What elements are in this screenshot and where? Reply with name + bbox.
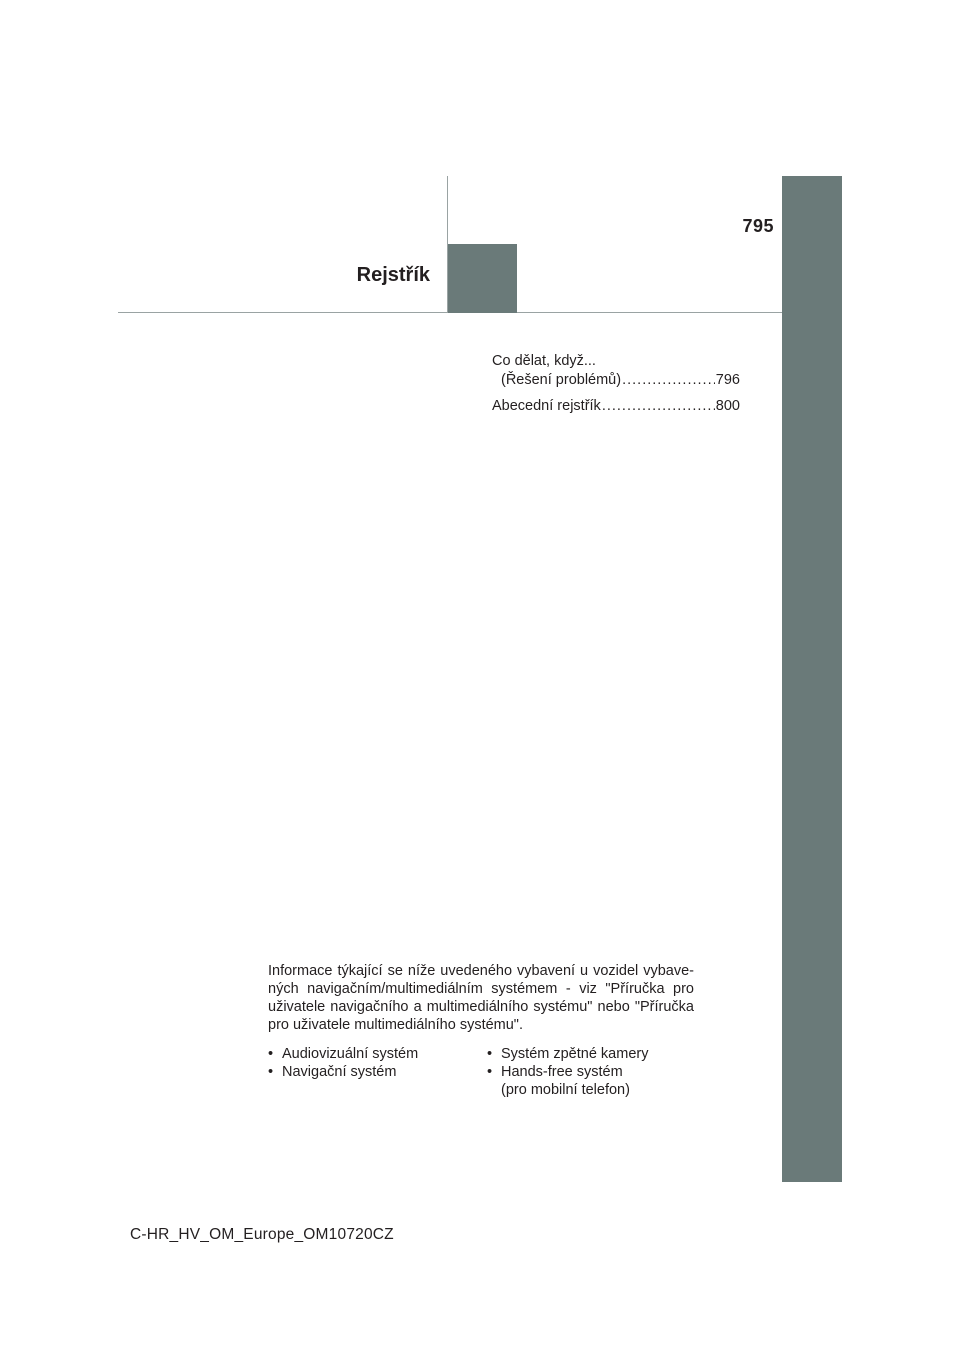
list-item: • Hands-free systém (pro mobilní telefon) <box>487 1064 630 1098</box>
bullet-icon: • <box>268 1046 274 1062</box>
bullet-column-right <box>487 1045 651 1099</box>
table-of-contents <box>492 352 740 423</box>
list-item: • Audiovizuální systém <box>268 1046 419 1062</box>
toc-dot-leader <box>602 397 715 416</box>
bullet-column-left <box>268 1045 487 1099</box>
list-item: • Navigační systém <box>268 1064 397 1080</box>
bullet-icon: • <box>268 1064 274 1080</box>
toc-dot-leader <box>622 371 715 390</box>
document-code: C-HR_HV_OM_Europe_OM10720CZ <box>130 1226 394 1243</box>
bullet-icon: • <box>487 1046 493 1062</box>
equipment-bullet-list <box>268 1045 728 1099</box>
section-title: Rejstřík <box>356 264 430 286</box>
bullet-icon: • <box>487 1064 493 1080</box>
section-color-block <box>448 244 517 313</box>
toc-entry-title: Abecední rejstřík <box>492 398 601 414</box>
info-paragraph: Informace týkající se níže uvedeného vybavení u vozidel vybave-ných navigačním/multimediálním systémem - viz "Příručka pro uživatele navigačního a multimediálního systému" nebo "Příručka pro uživatele multimediálního systému". <box>268 963 694 1033</box>
chapter-side-tab <box>782 176 842 1182</box>
toc-entry-page: 800 <box>715 398 740 414</box>
list-item: • Systém zpětné kamery <box>487 1046 649 1062</box>
toc-entry-page: 796 <box>715 372 740 388</box>
toc-entry-title: Co dělat, když... <box>492 353 596 369</box>
toc-entry-troubleshooting[interactable] <box>492 352 740 390</box>
page-number: 795 <box>742 216 774 236</box>
toc-entry-subtitle: (Řešení problémů) <box>501 372 622 388</box>
toc-entry-alphabetical-index[interactable] <box>492 397 740 416</box>
